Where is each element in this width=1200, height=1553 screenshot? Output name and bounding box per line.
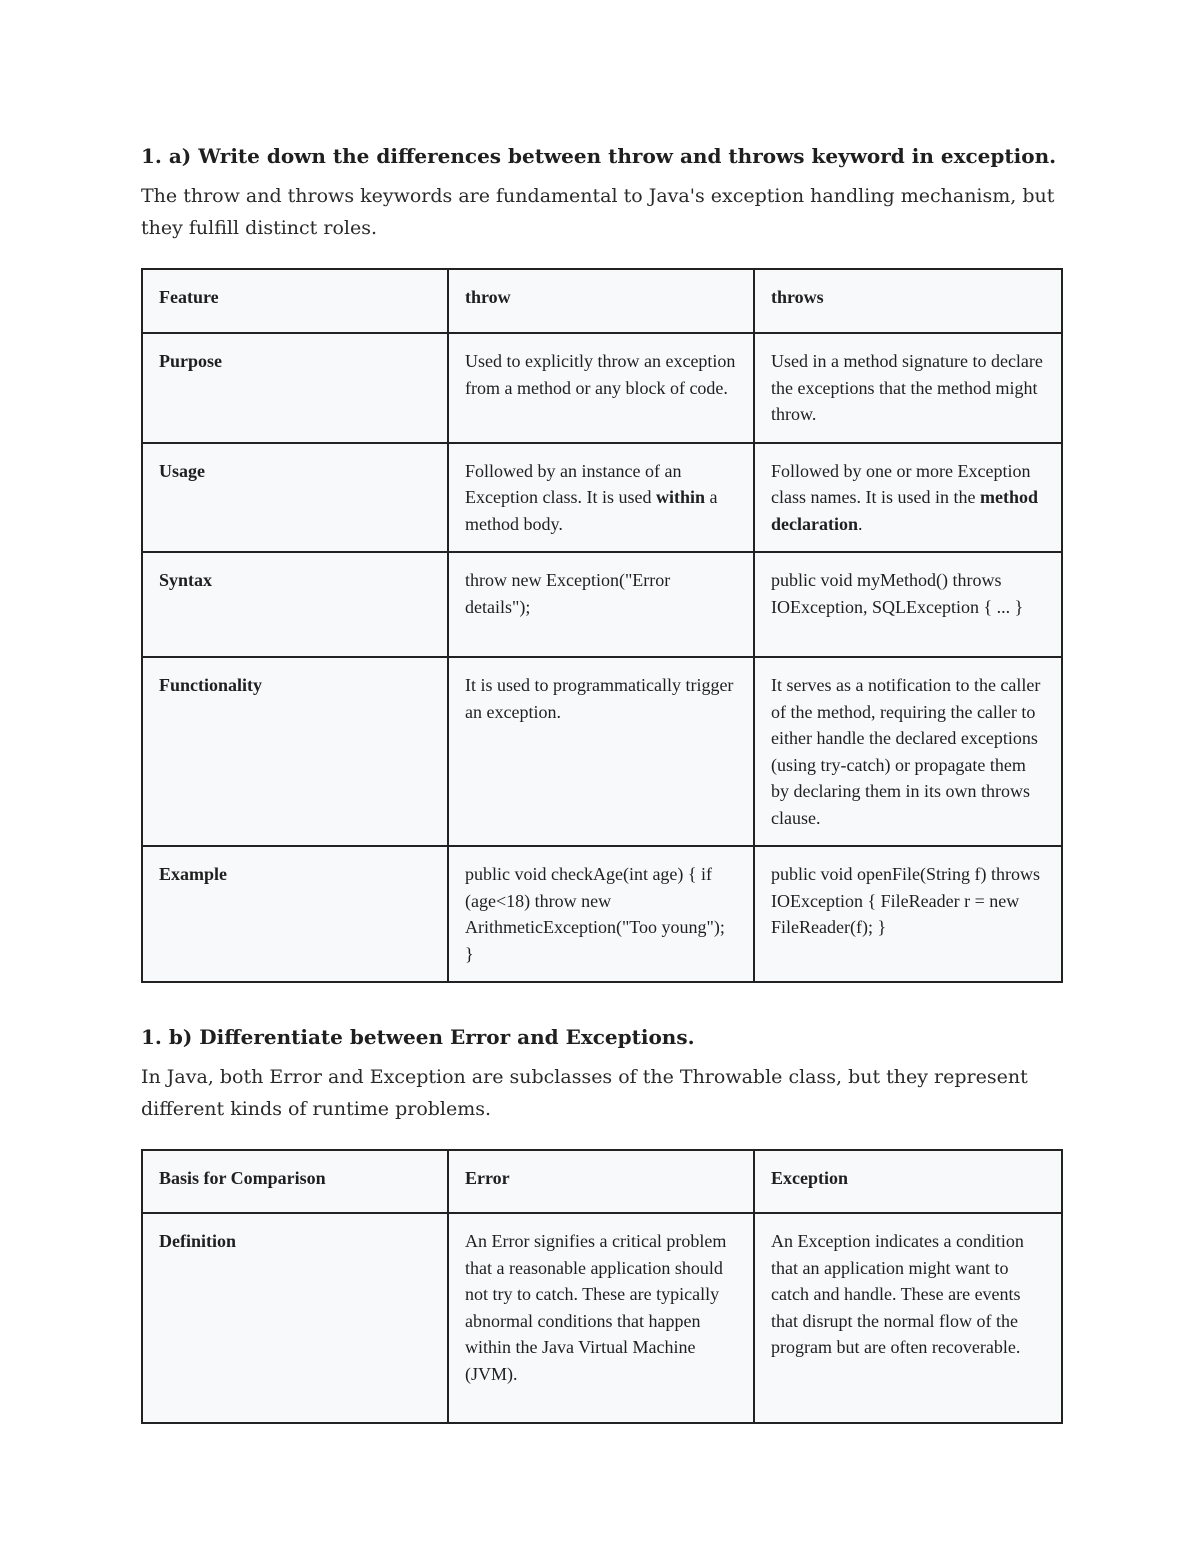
row-label: Functionality bbox=[142, 657, 448, 846]
section-a-intro: The throw and throws keywords are fundamental to Java's exception handling mechanism, but they fulfill distinct roles. bbox=[141, 185, 1055, 239]
row-label: Syntax bbox=[142, 552, 448, 657]
table-header-row bbox=[142, 269, 1062, 333]
cell-text: Followed by an instance of an Exception class. It is used bbox=[465, 460, 682, 507]
table-row bbox=[142, 443, 1062, 553]
row-label: Usage bbox=[142, 443, 448, 553]
cell-throw: throw new Exception("Error details"); bbox=[448, 552, 754, 657]
section-b-intro: In Java, both Error and Exception are subclasses of the Throwable class, but they represent different kinds of runtime problems. bbox=[141, 1066, 1028, 1120]
header-error: Error bbox=[448, 1150, 754, 1213]
table-row bbox=[142, 657, 1062, 846]
cell-throws: public void openFile(String f) throws IOException { FileReader r = new FileReader(f); } bbox=[754, 846, 1062, 982]
emphasis-text: within bbox=[655, 487, 705, 507]
table-row bbox=[142, 552, 1062, 657]
cell-text: a method body. bbox=[465, 487, 718, 534]
cell-throws: Used in a method signature to declare the exceptions that the method might throw. bbox=[754, 333, 1062, 443]
cell-throw: It is used to programmatically trigger an exception. bbox=[448, 657, 754, 846]
table-header-row bbox=[142, 1150, 1062, 1213]
table-row bbox=[142, 1213, 1062, 1423]
cell-throw bbox=[448, 443, 754, 553]
row-label: Example bbox=[142, 846, 448, 982]
cell-error: An Error signifies a critical problem that a reasonable application should not try to catch. These are typically abnormal conditions that happen within the Java Virtual Machine (JVM). bbox=[448, 1213, 754, 1423]
row-label: Purpose bbox=[142, 333, 448, 443]
page-content bbox=[141, 140, 1061, 1424]
header-feature: Feature bbox=[142, 269, 448, 333]
header-throws: throws bbox=[754, 269, 1062, 333]
cell-throw: public void checkAge(int age) { if (age<18) throw new ArithmeticException("Too young"); } bbox=[448, 846, 754, 982]
table-row bbox=[142, 846, 1062, 982]
cell-text: . bbox=[858, 513, 863, 534]
cell-throws bbox=[754, 443, 1062, 553]
section-error-vs-exception bbox=[141, 1021, 1061, 1424]
throw-throws-table bbox=[141, 268, 1063, 983]
cell-throw: Used to explicitly throw an exception from a method or any block of code. bbox=[448, 333, 754, 443]
section-throw-vs-throws bbox=[141, 140, 1061, 983]
header-exception: Exception bbox=[754, 1150, 1062, 1213]
row-label: Definition bbox=[142, 1213, 448, 1423]
cell-throws: It serves as a notification to the caller of the method, requiring the caller to either handle the declared exceptions (using try-catch) or propagate them by declaring them in its own throws clause. bbox=[754, 657, 1062, 846]
header-throw: throw bbox=[448, 269, 754, 333]
error-exception-table bbox=[141, 1149, 1063, 1424]
section-a-heading: 1. a) Write down the differences between throw and throws keyword in exception. bbox=[141, 144, 1057, 168]
cell-throws: public void myMethod() throws IOException, SQLException { ... } bbox=[754, 552, 1062, 657]
header-basis: Basis for Comparison bbox=[142, 1150, 448, 1213]
table-row bbox=[142, 333, 1062, 443]
section-b-heading: 1. b) Differentiate between Error and Exceptions. bbox=[141, 1025, 695, 1049]
cell-text: Followed by one or more Exception class names. It is used in the bbox=[771, 460, 1031, 507]
cell-exception: An Exception indicates a condition that an application might want to catch and handle. These are events that disrupt the normal flow of the program but are often recoverable. bbox=[754, 1213, 1062, 1423]
emphasis-text: method declaration bbox=[771, 487, 1038, 534]
